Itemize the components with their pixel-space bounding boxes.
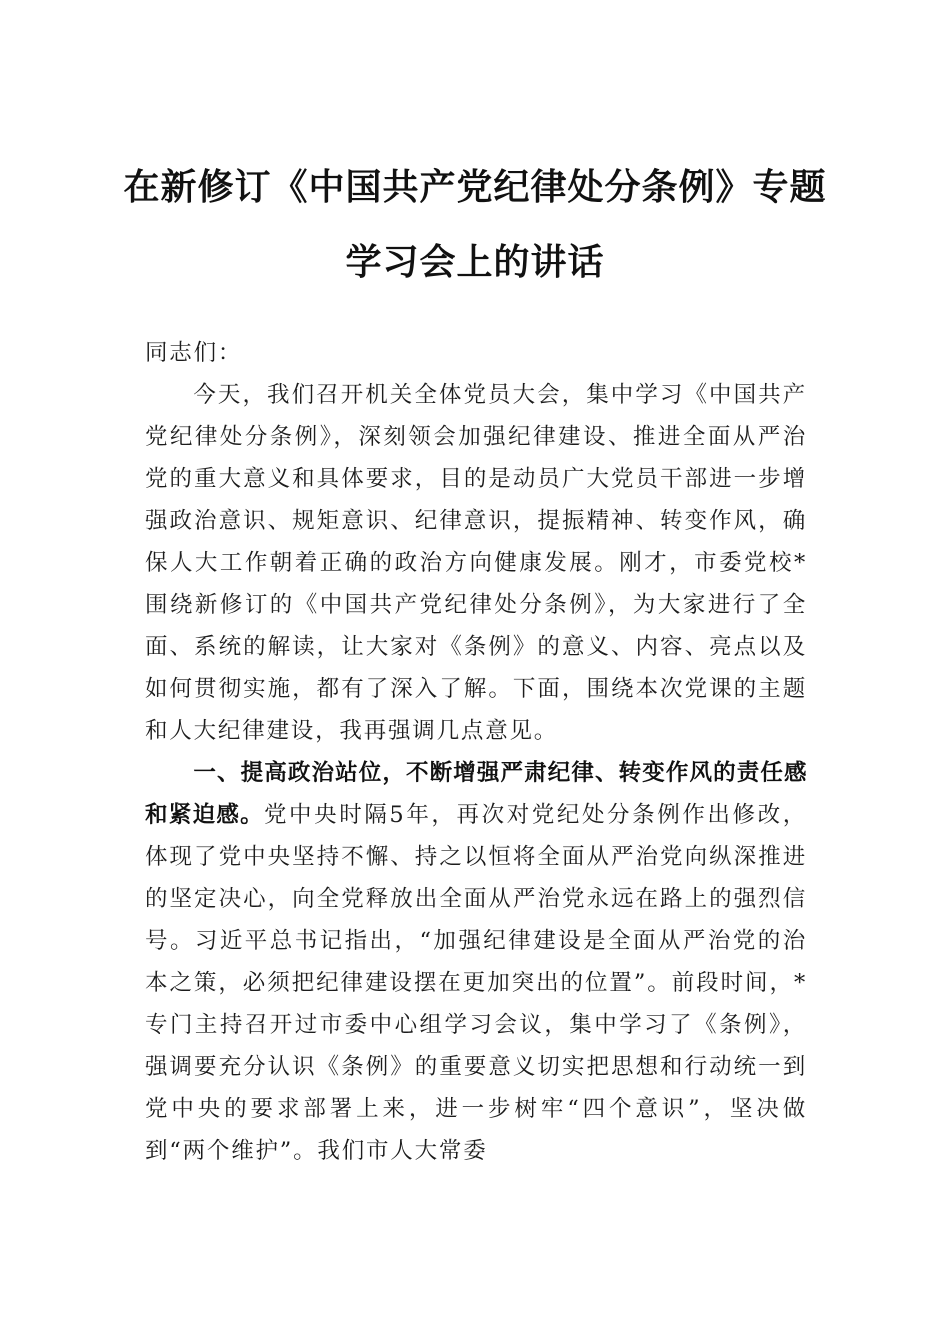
document-title: 在新修订《中国共产党纪律处分条例》专题学习会上的讲话 [123, 167, 827, 283]
paragraph-intro [145, 374, 807, 752]
paragraph-section-one [145, 752, 807, 1172]
document-body [145, 332, 807, 1172]
section-one-heading: 一、提高政治站位，不断增强严肃纪律、转变作风的责任感和紧迫感。 [145, 760, 807, 828]
paragraph-intro-text: 今天，我们召开机关全体党员大会，集中学习《中国共产党纪律处分条例》，深刻领会加强纪律建设、推进全面从严治党的重大意义和具体要求，目的是动员广大党员干部进一步增强政治意识、规矩意识、纪律意识，提振精神、转变作风，确保人大工作朝着正确的政治方向健康发展。刚才，市委党校*围绕新修订的《中国共产党纪律处分条例》，为大家进行了全面、系统的解读，让大家对《条例》的意义、内容、亮点以及如何贯彻实施，都有了深入了解。下面，围绕本次党课的主题和人大纪律建设，我再强调几点意见。 [145, 382, 807, 744]
salutation: 同志们： [145, 340, 243, 366]
section-one-text: 党中央时隔5年，再次对党纪处分条例作出修改，体现了党中央坚持不懈、持之以恒将全面从严治党向纵深推进的坚定决心，向全党释放出全面从严治党永远在路上的强烈信号。习近平总书记指出，“加强纪律建设是全面从严治党的治本之策，必须把纪律建设摆在更加突出的位置”。前段时间，*专门主持召开过市委中心组学习会议，集中学习了《条例》，强调要充分认识《条例》的重要意义切实把思想和行动统一到党中央的要求部署上来，进一步树牢“四个意识”，坚决做到“两个维护”。我们市人大常委 [145, 802, 807, 1164]
